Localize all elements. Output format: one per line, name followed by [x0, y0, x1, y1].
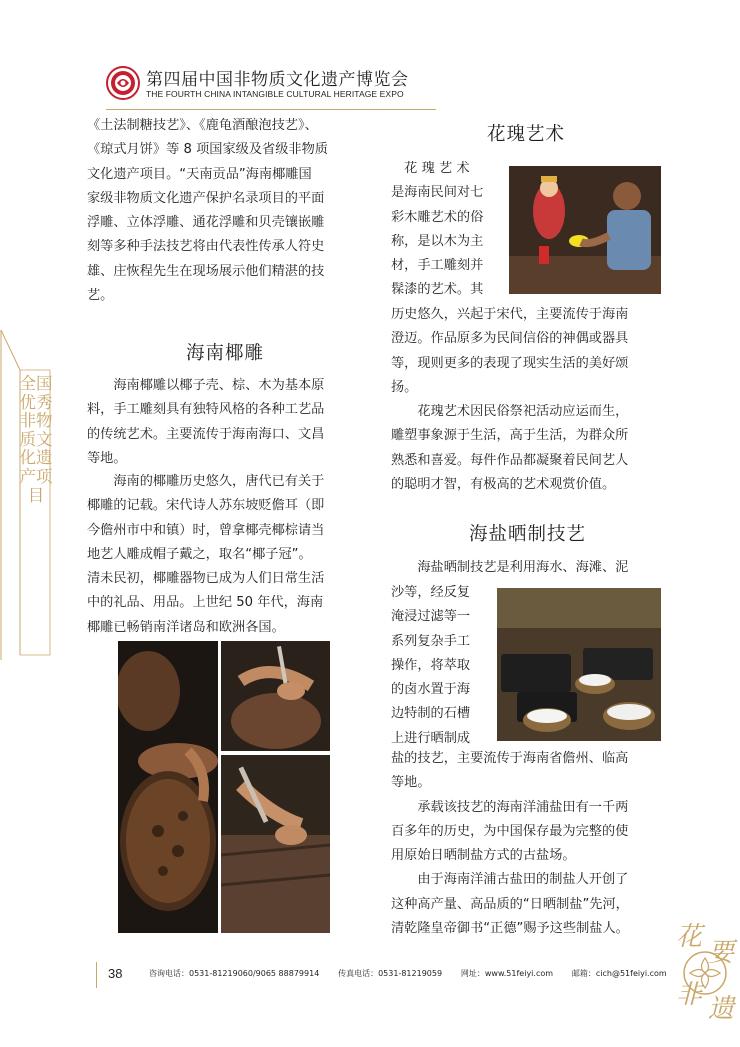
- brand-char-1: 花: [676, 922, 703, 952]
- page-number: 38: [108, 966, 123, 981]
- coconut-carving-photo-large: [118, 641, 218, 933]
- footer-rule: [96, 962, 97, 988]
- coconut-paragraph-1: 海南椰雕以椰子壳、棕、木为基本原 料，手工雕刻具有独特风格的各种工艺品 的传统艺术。主要流传于海南海口、文昌 等地。: [87, 378, 325, 466]
- coconut-carving-photo-top: [221, 641, 330, 751]
- flower-art-paragraph-wrap: 花 瑰 艺 术 是海南民间对七 彩木雕艺术的俗 称，是以木为主 材，手工雕刻并 髹漆的艺术。其: [391, 161, 484, 298]
- footer-contacts: [149, 968, 667, 979]
- sea-salt-first-line: 海盐晒制技艺是利用海水、海滩、泥: [391, 560, 629, 575]
- expo-subtitle: THE FOURTH CHINA INTANGIBLE CULTURAL HERITAGE EXPO: [146, 89, 404, 99]
- sea-salt-paragraph-wrap: 沙等，经反复 淹浸过滤等一 系列复杂手工 操作，将萃取 的卤水置于海 边特制的石槽 上进行晒制成: [391, 585, 471, 746]
- website-link[interactable]: 网址：www.51feiyi.com: [460, 969, 554, 978]
- section-title-coconut-carving: 海南椰雕: [186, 343, 265, 364]
- section-title-sea-salt: 海盐晒制技艺: [469, 524, 587, 545]
- consult-phone: 咨询电话：0531-81219060/9065 88879914: [149, 969, 320, 978]
- coconut-paragraph-2: 海南的椰雕历史悠久，唐代已有关于 椰雕的记载。宋代诗人苏东坡贬儋耳（即 今儋州市中和镇）时，曾拿椰壳椰棕请当 地艺人雕成帽子戴之，取名“椰子冠”。 清未民初，椰雕器物已成为人们日常生活 中的礼品、用品。上世纪 50 年代，海南 椰雕已畅销南洋诸岛和欧洲各国。: [87, 474, 325, 635]
- brand-char-3: 非: [676, 980, 703, 1010]
- sea-salt-paragraph-full: 盐的技艺，主要流传于海南省儋州、临高 等地。 承载该技艺的海南洋浦盐田有一千两 百多年的历史，为中国保存最为完整的使 用原始日晒制盐方式的古盐场。 由于海南洋浦古盐田的制盐人开创了 这种高产量、高品质的“日晒制盐”先河， 清乾隆皇帝御书“正德”赐予这些制盐人。: [391, 751, 629, 937]
- coconut-carving-photo-bottom: [221, 755, 330, 933]
- brand-char-4: 遗: [708, 994, 735, 1024]
- expo-logo-icon: [106, 66, 140, 100]
- flower-art-paragraph-full: 历史悠久，兴起于宋代，主要流传于海南 澄迈。作品原多为民间信俗的神偶或器具 等，现则更多的表现了现实生活的美好颂 扬。 花瑰艺术因民俗祭祀活动应运而生， 雕塑事象源于生活，高于生活，为群众所 熟悉和喜爱。每件作品都凝聚着民间艺人 的聪明才智，有极高的艺术观赏价值。: [391, 307, 629, 493]
- expo-title: 第四届中国非物质文化遗产博览会: [146, 70, 409, 90]
- section-title-flower-art: 花瑰艺术: [487, 124, 566, 145]
- fax-phone: 传真电话：0531-81219059: [338, 969, 443, 978]
- email-link[interactable]: 邮箱：cich@51feiyi.com: [571, 969, 667, 978]
- brand-mark: [674, 916, 740, 1026]
- flower-art-photo: [509, 166, 661, 294]
- header-rule: [106, 109, 436, 110]
- brand-char-2: 要: [708, 938, 735, 968]
- intro-paragraph: 《土法制糖技艺》、《鹿龟酒酿泡技艺》、 《琼式月饼》等 8 项国家级及省级非物质 文化遗产项目。“天南贡品”海南椰雕国 家级非物质文化遗产保护名录项目的平面 浮雕、立体浮雕、通花浮雕和贝壳镶嵌雕 刻等多种手法技艺将由代表性传承人符史 雄、庄恢程先生在现场展示他们精湛的技 艺。: [87, 118, 328, 304]
- sidebar-label: 全国优秀非物质文化遗产项目: [19, 374, 53, 505]
- sea-salt-photo: [497, 588, 661, 741]
